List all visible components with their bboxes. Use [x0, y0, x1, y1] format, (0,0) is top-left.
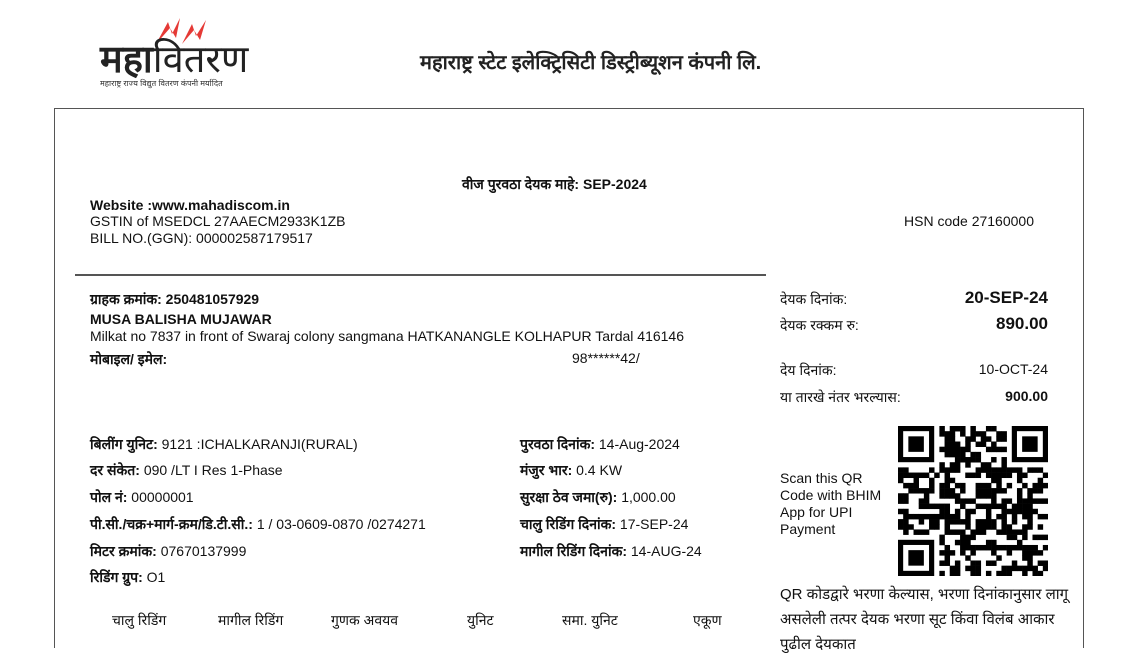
- after-due-label: या तारखे नंतर भरल्यास:: [780, 389, 901, 405]
- meter: 07670137999: [160, 543, 247, 559]
- due-date: [940, 361, 1048, 377]
- bill-date: [940, 288, 1048, 308]
- logo-subtitle: महाराष्ट्र राज्य विद्युत वितरण कंपनी मर्यादित: [100, 79, 223, 88]
- website: Website :www.mahadiscom.in: [90, 197, 290, 213]
- group-label: रिडिंग ग्रुप:: [90, 569, 143, 585]
- due-date-value: 10-OCT-24: [978, 361, 1048, 377]
- qr-instructions: Scan this QR Code with BHIM App for UPI Payment: [780, 470, 882, 537]
- mahavitaran-logo: [96, 16, 262, 94]
- bill-title: वीज पुरवठा देयक माहे: SEP-2024: [462, 176, 647, 192]
- current-reading-date-label: चालु रिडिंग दिनांक:: [520, 516, 617, 532]
- deposit-label: सुरक्षा ठेव जमा(रु):: [520, 489, 618, 505]
- prev-reading-date: 14-AUG-24: [630, 543, 702, 559]
- logo-text: [100, 40, 248, 80]
- col-previous-reading: मागील रिडिंग: [218, 612, 284, 628]
- deposit-row: [520, 488, 676, 507]
- frame-top-border: [54, 108, 1084, 109]
- supply-date-label: पुरवठा दिनांक:: [520, 436, 595, 452]
- qr-payment-note: QR कोडद्वारे भरणा केल्यास, भरणा दिनांकानुसार लागू असलेली तत्पर देयक भरणा सूट किंवा विलंब आकार पुढील देयकात: [780, 586, 1069, 653]
- consumer-number-label: ग्राहक क्रमांक:: [90, 291, 162, 307]
- consumer-name: MUSA BALISHA MUJAWAR: [90, 311, 272, 327]
- consumer-address: Milkat no 7837 in front of Swaraj colony sangmana HATKANANGLE KOLHAPUR Tardal 416146: [90, 328, 685, 344]
- col-multiplier: गुणक अवयव: [331, 612, 399, 628]
- mobile-label: मोबाइल/ इमेल:: [90, 351, 168, 367]
- bill-amount-label: देयक रक्कम रु:: [780, 317, 859, 333]
- section-divider: [75, 274, 766, 276]
- prev-reading-date-row: [520, 542, 702, 561]
- pole-row: [90, 488, 194, 507]
- load: 0.4 KW: [576, 462, 623, 478]
- billing-unit: 9121 :ICHALKARANJI(RURAL): [161, 436, 358, 452]
- mobile-value: 98******42/: [572, 350, 640, 366]
- pc-row: [90, 515, 426, 534]
- after-due-value: 900.00: [1005, 388, 1048, 404]
- col-adj-units: समा. युनिट: [562, 612, 618, 628]
- frame-left-border: [54, 108, 55, 648]
- group: O1: [146, 569, 166, 585]
- col-units: युनिट: [467, 612, 494, 628]
- bill-date-value: 20-SEP-24: [964, 288, 1048, 307]
- meter-row: [90, 542, 246, 561]
- pole-label: पोल नं:: [90, 489, 128, 505]
- supply-date-row: [520, 435, 680, 454]
- tariff-row: [90, 461, 283, 480]
- load-row: [520, 461, 622, 480]
- group-row: [90, 568, 165, 587]
- frame-right-border: [1083, 108, 1084, 648]
- deposit: 1,000.00: [621, 489, 676, 505]
- col-total: एकूण: [693, 612, 722, 628]
- pole: 00000001: [131, 489, 194, 505]
- logo-maha: महा: [100, 39, 153, 81]
- after-due: [940, 388, 1048, 404]
- pc-label: पी.सी./चक्र+मार्ग-क्रम/डि.टी.सी.:: [90, 516, 253, 532]
- billing-unit-row: [90, 435, 358, 454]
- billing-unit-label: बिलींग युनिट:: [90, 436, 158, 452]
- current-reading-date-row: [520, 515, 688, 534]
- current-reading-date: 17-SEP-24: [619, 516, 689, 532]
- hsn-code: HSN code 27160000: [904, 213, 1034, 229]
- supply-date: 14-Aug-2024: [598, 436, 680, 452]
- meter-label: मिटर क्रमांक:: [90, 543, 157, 559]
- bill-amount: [940, 314, 1048, 334]
- consumer-number: 250481057929: [165, 291, 260, 307]
- pc: 1 / 03-0609-0870 /0274271: [256, 516, 426, 532]
- tariff-label: दर संकेत:: [90, 462, 140, 478]
- qr-code-icon[interactable]: [898, 426, 1048, 576]
- tariff: 090 /LT I Res 1-Phase: [143, 462, 283, 478]
- due-date-label: देय दिनांक:: [780, 362, 837, 378]
- bill-number: BILL NO.(GGN): 000002587179517: [90, 230, 313, 246]
- gstin: GSTIN of MSEDCL 27AAECM2933K1ZB: [90, 213, 346, 229]
- prev-reading-date-label: मागील रिडिंग दिनांक:: [520, 543, 627, 559]
- logo-vitaran: वितरण: [152, 39, 249, 81]
- bill-date-label: देयक दिनांक:: [780, 291, 848, 307]
- bill-amount-value: 890.00: [996, 314, 1048, 333]
- load-label: मंजुर भार:: [520, 462, 573, 478]
- col-current-reading: चालु रिडिंग: [112, 612, 167, 628]
- consumer-number-row: [90, 290, 259, 309]
- company-name: महाराष्ट्र स्टेट इलेक्ट्रिसिटी डिस्ट्रीब्यूशन कंपनी लि.: [420, 52, 762, 74]
